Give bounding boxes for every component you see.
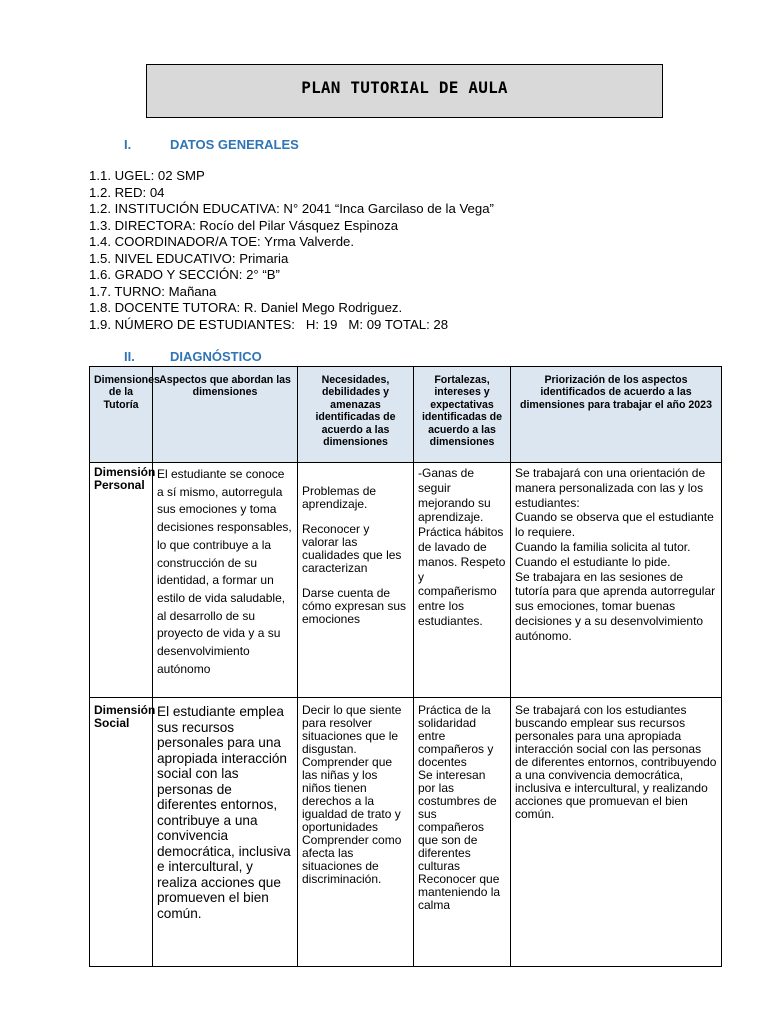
general-data-item: 1.2. INSTITUCIÓN EDUCATIVA: N° 2041 “Inca Garcilaso de la Vega” xyxy=(89,201,494,216)
necesidad-item: Comprender que las niñas y los niños tienen derechos a la igualdad de trato y oportunidades xyxy=(302,755,401,834)
fortalezas-cell: -Ganas de seguir mejorando su aprendizaje. Práctica hábitos de lavado de manos. Respeto y compañerismo entre los estudiantes. xyxy=(414,463,511,698)
diagnostic-table xyxy=(89,366,722,967)
general-data-item: 1.5. NIVEL EDUCATIVO: Primaria xyxy=(89,250,289,266)
necesidades-cell xyxy=(298,463,414,698)
section-label: DATOS GENERALES xyxy=(170,137,299,152)
title-box xyxy=(146,64,663,118)
aspectos-cell: El estudiante emplea sus recursos personales para una apropiada interacción social con las personas de diferentes entornos, contribuye a una convivencia democrática, inclusiva e intercultural, y realiza acciones que promueven el bien común. xyxy=(153,698,298,967)
column-header: Necesidades, debilidades y amenazas identificadas de acuerdo a las dimensiones xyxy=(298,367,414,463)
necesidad-item: Comprender como afecta las situaciones de discriminación. xyxy=(302,833,402,886)
fortaleza-item: Reconocer que manteniendo la calma xyxy=(418,872,501,912)
necesidad-item: Reconocer y valorar las cualidades que les caracterizan xyxy=(302,522,402,575)
general-data-item: 1.9. NÚMERO DE ESTUDIANTES: H: 19 M: 09 TOTAL: 28 xyxy=(89,316,449,332)
priorizacion-item: Se trabajará con una orientación de manera personalizada con las y los estudiantes: xyxy=(515,466,706,510)
general-data-item: 1.7. TURNO: Mañana xyxy=(89,283,217,299)
aspectos-cell: El estudiante se conoce a sí mismo, autorregula sus emociones y toma decisiones responsables, lo que contribuye a la construcción de su identidad, a formar un estilo de vida saludable, al desarrollo de su proyecto de vida y a su desenvolvimiento autónomo xyxy=(153,463,298,698)
dimension-cell: Dimensión Social xyxy=(90,698,153,967)
necesidades-cell xyxy=(298,698,414,967)
general-data-item: 1.1. UGEL: 02 SMP xyxy=(89,168,205,183)
general-data-item: 1.2. RED: 04 xyxy=(89,184,165,200)
section-heading-diagnostico xyxy=(124,349,262,364)
necesidad-item: Decir lo que siente para resolver situaciones que le disgustan. xyxy=(302,703,402,756)
priorizacion-cell xyxy=(511,463,722,698)
general-data-list xyxy=(89,168,494,333)
necesidad-item: Problemas de aprendizaje. xyxy=(302,484,377,511)
section-number: I. xyxy=(124,137,132,152)
general-data-item: 1.3. DIRECTORA: Rocío del Pilar Vásquez Espinoza xyxy=(89,217,399,233)
general-data-item: 1.8. DOCENTE TUTORA: R. Daniel Mego Rodriguez. xyxy=(89,300,403,315)
general-data-item: 1.6. GRADO Y SECCIÓN: 2° “B” xyxy=(89,267,280,282)
table-header-row xyxy=(90,367,722,463)
fortalezas-cell xyxy=(414,698,511,967)
column-header: Priorización de los aspectos identificados de acuerdo a las dimensiones para trabajar el año 2023 xyxy=(511,367,722,463)
priorizacion-item: Cuando se observa que el estudiante lo requiere. xyxy=(515,510,714,540)
priorizacion-cell: Se trabajará con los estudiantes buscando emplear sus recursos personales para una apropiada interacción social con las personas de diferentes entornos, contribuyendo a una convivencia democrática, inclusiva e intercultural, y realizando acciones que promuevan el bien común. xyxy=(511,698,722,967)
page-title: PLAN TUTORIAL DE AULA xyxy=(301,78,508,97)
dimension-cell: Dimensión Personal xyxy=(90,463,153,698)
column-header: Fortalezas, intereses y expectativas identificadas de acuerdo a las dimensiones xyxy=(414,367,511,463)
section-label: DIAGNÓSTICO xyxy=(170,349,262,364)
priorizacion-item: Cuando el estudiante lo pide. xyxy=(515,554,671,569)
priorizacion-item: Cuando la familia solicita al tutor. xyxy=(515,539,691,554)
general-data-item: 1.4. COORDINADOR/A TOE: Yrma Valverde. xyxy=(89,234,355,249)
fortaleza-item: Se interesan por las costumbres de sus compañeros que son de diferentes culturas xyxy=(418,768,497,873)
column-header: Aspectos que abordan las dimensiones xyxy=(153,367,298,463)
section-number: II. xyxy=(124,349,135,364)
table-row xyxy=(90,463,722,698)
column-header: Dimensiones de la Tutoría xyxy=(90,367,153,463)
priorizacion-item: Se trabajara en las sesiones de tutoría para que aprenda autorregular sus emociones, tomar buenas decisiones y a su desenvolvimiento autónomo. xyxy=(515,569,716,643)
section-heading-datos xyxy=(124,137,299,152)
necesidad-item: Darse cuenta de cómo expresan sus emociones xyxy=(302,586,407,626)
fortaleza-item: Práctica de la solidaridad entre compañeros y docentes xyxy=(418,703,494,769)
table-row xyxy=(90,698,722,967)
